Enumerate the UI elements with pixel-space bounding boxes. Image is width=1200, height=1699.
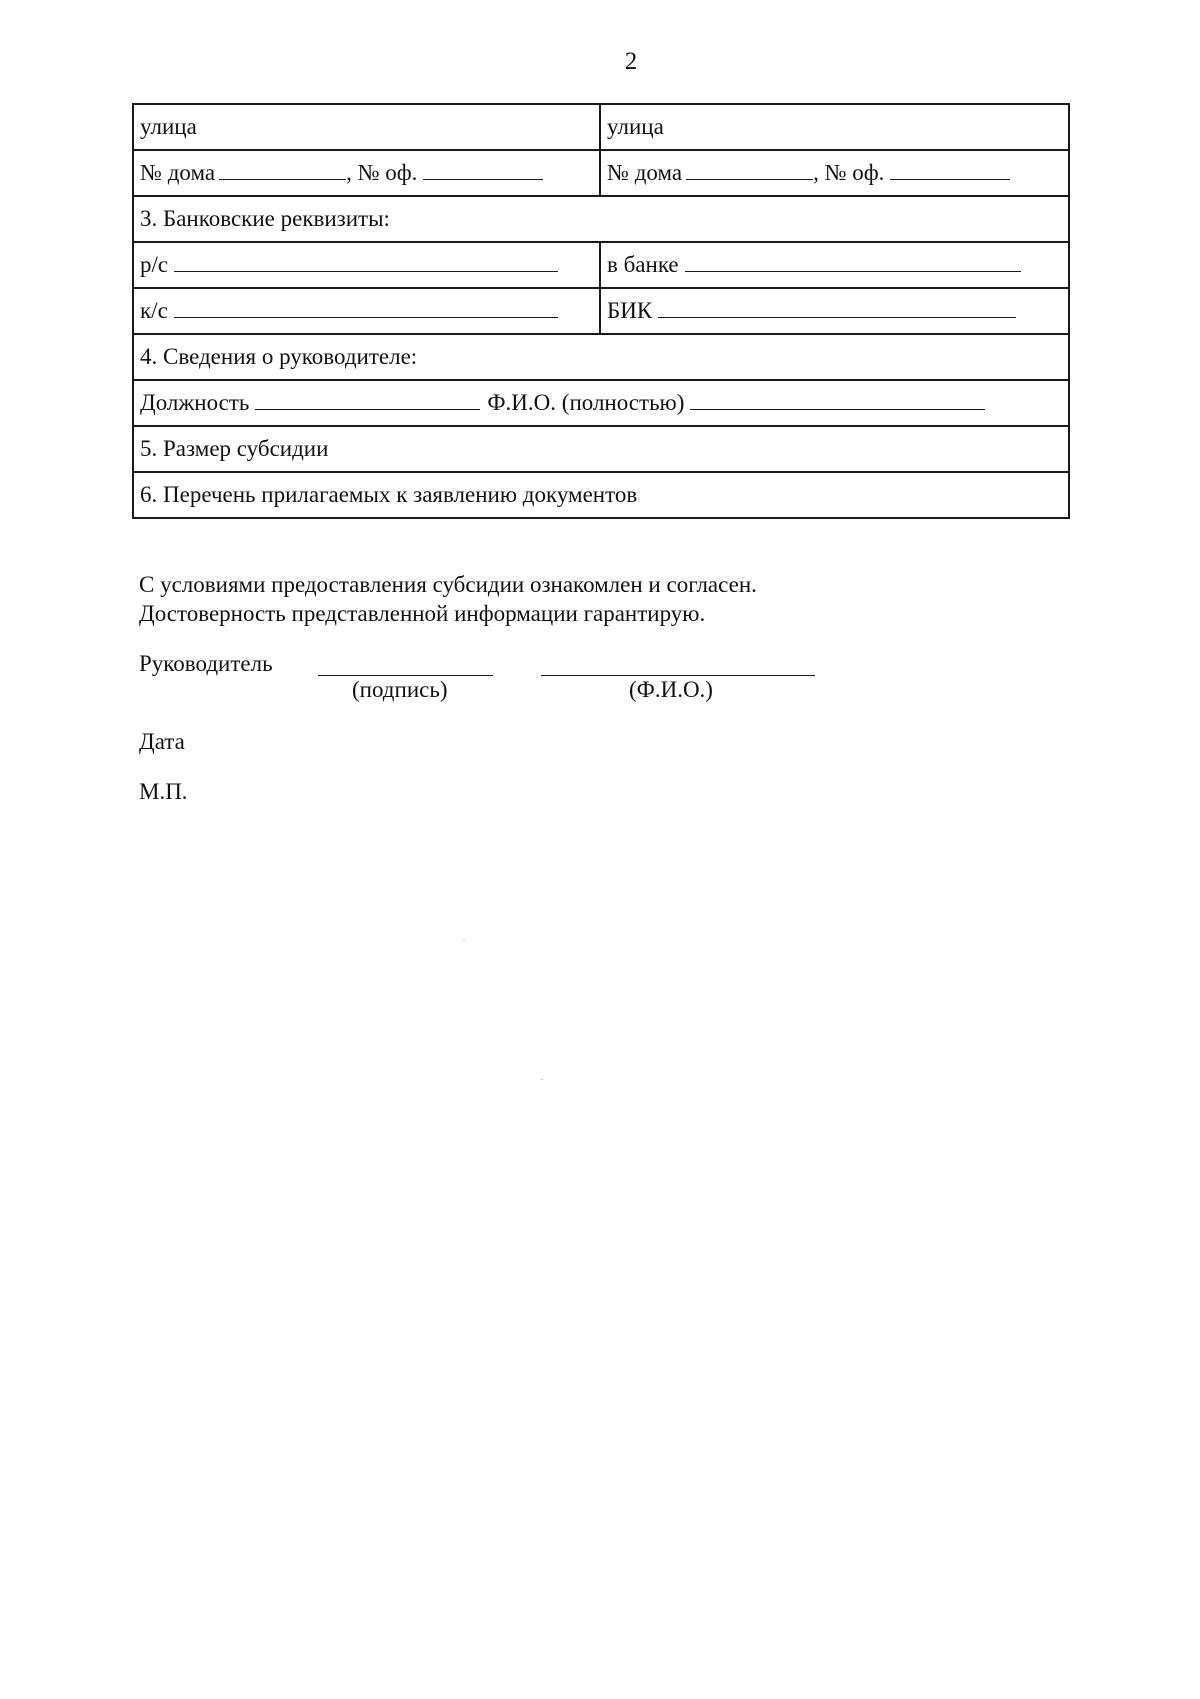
position-cell[interactable] xyxy=(133,380,1069,426)
scan-speck xyxy=(541,1079,543,1080)
subsidy-size-row xyxy=(133,426,1069,472)
house-cell-left[interactable] xyxy=(133,150,600,196)
corr-account-cell[interactable] xyxy=(133,288,600,334)
subsidy-size-cell[interactable]: 5. Размер субсидии xyxy=(133,426,1069,472)
house-blank-left[interactable] xyxy=(219,161,346,180)
corr-account-blank[interactable] xyxy=(174,299,558,318)
bank-details-heading: 3. Банковские реквизиты: xyxy=(133,196,1069,242)
bank-name-blank[interactable] xyxy=(685,253,1021,272)
signature-line[interactable] xyxy=(318,675,493,676)
address-street-row xyxy=(133,104,1069,150)
office-blank-right[interactable] xyxy=(890,161,1010,180)
scan-speck xyxy=(463,940,465,941)
bik-label: БИК xyxy=(607,298,653,323)
full-name-label: Ф.И.О. (полностью) xyxy=(487,390,685,415)
street-label-left: улица xyxy=(140,114,197,139)
house-label-right: № дома xyxy=(607,160,683,185)
corr-account-label: к/с xyxy=(140,298,168,323)
address-house-row xyxy=(133,150,1069,196)
bik-cell[interactable] xyxy=(600,288,1069,334)
account-blank[interactable] xyxy=(174,253,558,272)
head-signature-label: Руководитель xyxy=(139,651,273,676)
documents-list-cell[interactable]: 6. Перечень прилагаемых к заявлению документов xyxy=(133,472,1069,518)
documents-list-row xyxy=(133,472,1069,518)
position-label: Должность xyxy=(140,390,250,415)
head-info-heading: 4. Сведения о руководителе: xyxy=(133,334,1069,380)
accuracy-statement: Достоверность представленной информации гарантирую. xyxy=(139,601,706,626)
street-cell-left[interactable] xyxy=(133,104,600,150)
street-cell-right[interactable] xyxy=(600,104,1069,150)
corr-account-row xyxy=(133,288,1069,334)
page-number: 2 xyxy=(624,48,638,75)
application-form-table xyxy=(132,103,1070,519)
position-blank[interactable] xyxy=(255,391,480,410)
account-row xyxy=(133,242,1069,288)
house-label-left: № дома xyxy=(140,160,216,185)
bik-blank[interactable] xyxy=(658,299,1016,318)
stamp-label: М.П. xyxy=(139,779,188,804)
bank-name-label: в банке xyxy=(607,252,679,277)
full-name-blank[interactable] xyxy=(690,391,985,410)
street-label-right: улица xyxy=(607,114,664,139)
position-row xyxy=(133,380,1069,426)
office-blank-left[interactable] xyxy=(423,161,543,180)
house-cell-right[interactable] xyxy=(600,150,1069,196)
date-label: Дата xyxy=(139,729,185,754)
office-label-right: , № оф. xyxy=(813,160,885,185)
head-info-row xyxy=(133,334,1069,380)
bank-name-cell[interactable] xyxy=(600,242,1069,288)
signature-caption: (подпись) xyxy=(352,677,448,702)
agreement-statement: С условиями предоставления субсидии ознакомлен и согласен. xyxy=(139,572,757,597)
office-label-left: , № оф. xyxy=(346,160,418,185)
account-cell[interactable] xyxy=(133,242,600,288)
house-blank-right[interactable] xyxy=(686,161,813,180)
account-label: р/с xyxy=(140,252,169,277)
bank-details-row xyxy=(133,196,1069,242)
fio-line[interactable] xyxy=(541,675,815,676)
fio-caption: (Ф.И.О.) xyxy=(629,677,713,702)
